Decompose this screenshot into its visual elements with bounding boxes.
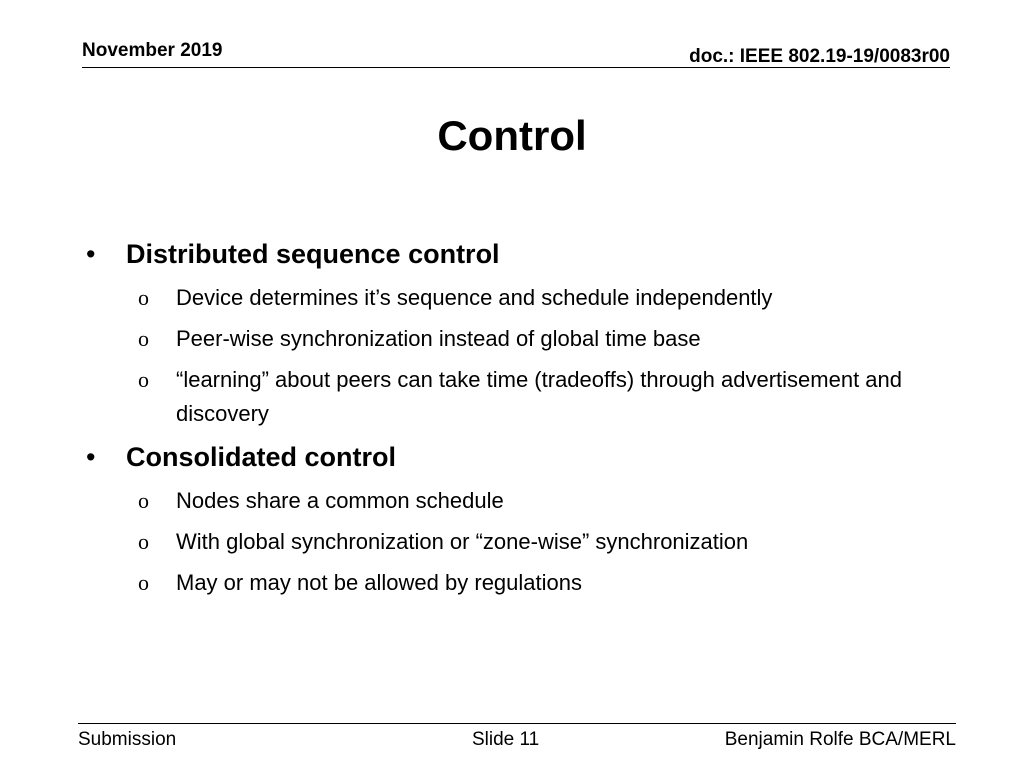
sub-bullet-item <box>86 322 946 356</box>
bullet-icon: • <box>86 442 96 472</box>
header-divider <box>82 67 950 68</box>
sub-bullet-item <box>86 484 946 518</box>
sub-bullet-icon: o <box>138 326 149 351</box>
sub-bullet-item <box>86 281 946 315</box>
footer-divider <box>78 723 956 724</box>
header-doc-id: doc.: IEEE 802.19-19/0083r00 <box>689 46 950 67</box>
footer-submission: Submission <box>78 729 177 750</box>
sub-bullet-icon: o <box>138 529 149 554</box>
sub-bullet-text: With global synchronization or “zone-wise” synchronization <box>176 529 749 554</box>
bullet-text: Consolidated control <box>126 442 396 472</box>
sub-bullet-icon: o <box>138 285 149 310</box>
sub-bullet-text: Nodes share a common schedule <box>176 488 504 513</box>
slide-content <box>86 228 946 600</box>
bullet-item <box>86 234 946 274</box>
sub-bullet-text: May or may not be allowed by regulations <box>176 570 582 595</box>
slide-title: Control <box>437 112 587 159</box>
sub-bullet-text: Peer-wise synchronization instead of global time base <box>176 326 701 351</box>
footer-author: Benjamin Rolfe BCA/MERL <box>724 729 956 750</box>
sub-bullet-text: “learning” about peers can take time (tradeoffs) through advertisement and discovery <box>176 367 902 426</box>
sub-bullet-icon: o <box>138 367 149 392</box>
sub-bullet-text: Device determines it’s sequence and schedule independently <box>176 285 773 310</box>
sub-bullet-item <box>86 525 946 559</box>
bullet-item <box>86 437 946 477</box>
sub-bullet-icon: o <box>138 488 149 513</box>
bullet-text: Distributed sequence control <box>126 239 500 269</box>
header-date: November 2019 <box>82 40 223 61</box>
footer-slide-number: Slide 11 <box>472 729 540 750</box>
sub-bullet-item <box>86 566 946 600</box>
sub-bullet-icon: o <box>138 570 149 595</box>
sub-bullet-item <box>86 363 946 431</box>
bullet-icon: • <box>86 239 96 269</box>
